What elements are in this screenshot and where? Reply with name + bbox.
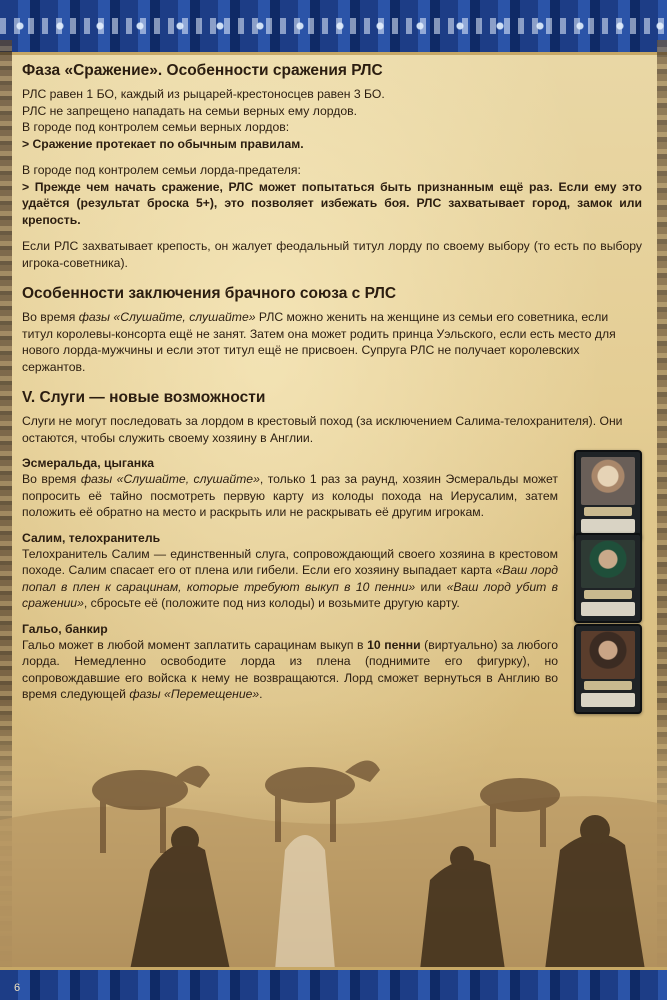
decorative-top-border — [0, 0, 667, 55]
servant-description — [22, 637, 558, 703]
galo-portrait — [581, 631, 635, 679]
galo-card — [574, 624, 642, 714]
paragraph-line: В городе под контролем семьи лорда-предателя: — [22, 163, 301, 177]
text-span: Во время — [22, 310, 79, 324]
paragraph: Слуги не могут последовать за лордом в крестовый поход (за исключением Салима-телохранителя). Они остаются, чтобы служить своему хозяину в Англии. — [22, 414, 623, 445]
text-span: Гальо может в любой момент заплатить сарацинам выкуп в — [22, 637, 368, 652]
section-servants — [22, 389, 642, 446]
italic-phase-name: фазы «Слушайте, слушайте» — [80, 472, 260, 486]
italic-card-name: «Ваш лорд попал в плен к сарацинам, которые требуют выкуп в 10 пенни» — [22, 563, 558, 594]
esmeralda-card — [574, 450, 642, 540]
text-span: , только 1 раз за раунд, хозяин Эсмеральды может попросить её тайно посмотреть первую карту из колоды похода на Иерусалим, затем положить её обратно на место и раскрыть или не раскрывать её другим игрокам. — [22, 472, 558, 519]
paragraph-line: РЛС не запрещено нападать на семьи верных ему лордов. — [22, 103, 358, 118]
paragraph — [22, 309, 642, 375]
text-span: или — [415, 579, 447, 594]
servant-name: Эсмеральда, цыганка — [22, 456, 154, 470]
italic-phase-name: фазы «Слушайте, слушайте» — [78, 310, 256, 324]
servant-esmeralda — [22, 456, 642, 521]
card-label — [584, 681, 632, 690]
bold-amount: 10 пенни — [367, 637, 421, 652]
section-title-battle: Фаза «Сражение». Особенности сражения РЛС — [22, 62, 383, 79]
section-title-marriage: Особенности заключения брачного союза с РЛС — [22, 285, 397, 302]
esmeralda-portrait — [581, 457, 635, 505]
text-span: Во время — [22, 472, 81, 486]
servant-galo — [22, 622, 642, 703]
card-label — [584, 590, 632, 599]
card-stats — [581, 602, 635, 616]
servant-description — [22, 546, 558, 612]
section-title-servants: V. Слуги — новые возможности — [22, 389, 266, 406]
servant-description — [22, 471, 558, 521]
italic-card-name: «Ваш лорд убит в сражении» — [22, 579, 559, 610]
italic-phase-name: фазы «Перемещение» — [129, 687, 260, 701]
text-span: , сбросьте её (положите под низ колоды) и возьмите другую карту. — [83, 596, 460, 610]
servant-name: Салим, телохранитель — [22, 530, 161, 545]
decorative-bottom-border — [0, 967, 667, 1000]
salim-portrait — [581, 540, 635, 588]
text-span: РЛС можно женить на женщине из семьи его советника, если титул королевы-консорта ещё не занят. Затем она может родить принца Уэльского, если есть место для нового лорда-мужчины и если этот титул ещё не присвоен. Супруга РЛС не получает королевских сержантов. — [22, 310, 616, 374]
section-battle-phase — [22, 62, 642, 271]
section-marriage — [22, 285, 642, 375]
salim-card — [574, 533, 642, 623]
rule-bold: > Сражение протекает по обычным правилам. — [22, 136, 304, 151]
text-span: Телохранитель Салим — единственный слуга, сопровождающий своего хозяина в крестовом походе. Салим спасает его от плена или гибели. Если его хозяину выпадает карта — [22, 546, 558, 577]
text-span: (виртуально) за любого лорда. Немедленно освободите лорда из плена (поднимите его фигурку), но сопровождавшие его войска к нему не возвращаются. Лорд сможет вернуться в Англию во время следующей — [22, 637, 559, 701]
page-content — [22, 62, 642, 713]
servant-name: Гальо, банкир — [22, 621, 108, 636]
paragraph-line: В городе под контролем семьи верных лордов: — [22, 120, 290, 134]
paragraph-line: РЛС равен 1 БО, каждый из рыцарей-крестоносцев равен 3 БО. — [22, 87, 385, 101]
servant-salim — [22, 531, 642, 612]
text-span: . — [259, 687, 263, 701]
card-stats — [581, 693, 635, 707]
rule-bold: > Прежде чем начать сражение, РЛС может попытаться быть признанным ещё раз. Если ему это удаётся (результат броска 5+), это позволяет избежать боя. РЛС захватывает город, замок или крепость. — [22, 179, 642, 227]
paragraph: Если РЛС захватывает крепость, он жалует феодальный титул лорду по своему выбору (то есть по выбору игрока-советника). — [22, 239, 642, 270]
caravan-illustration — [0, 700, 667, 970]
page-number: 6 — [14, 982, 21, 994]
card-label — [584, 507, 632, 516]
